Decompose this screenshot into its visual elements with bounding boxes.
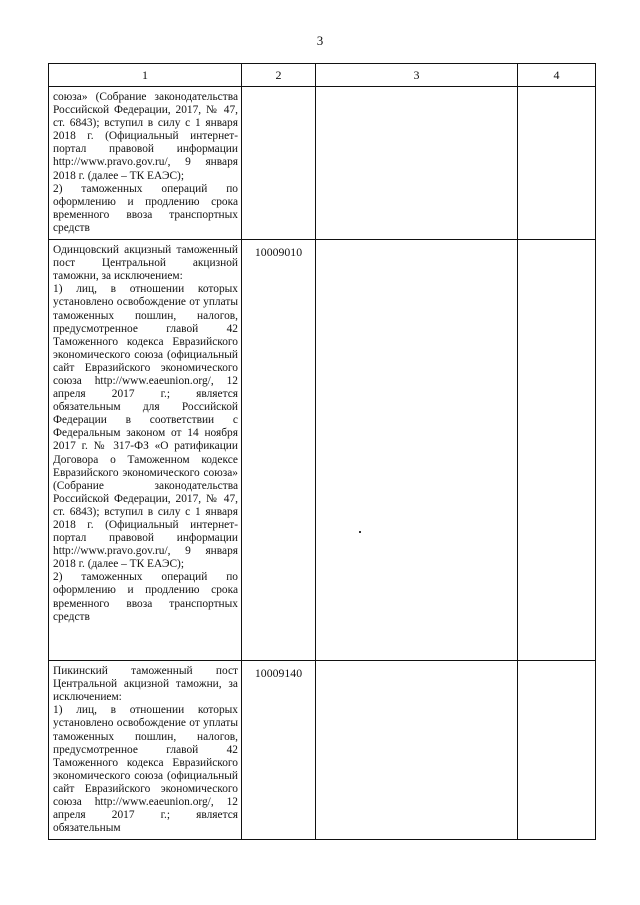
table-header-row [49, 64, 596, 87]
page-number: 3 [316, 33, 324, 48]
scan-speck [359, 531, 361, 533]
table-row [49, 240, 596, 661]
paragraph: 2) таможенных операций по оформлению и продлению срока временного ввоза транспортных средств [53, 182, 238, 234]
customs-posts-table [48, 63, 596, 840]
column-3-cell [316, 661, 518, 840]
post-code-cell [242, 87, 316, 240]
post-description-cell [49, 661, 242, 840]
table-row [49, 87, 596, 240]
column-3-cell [316, 240, 518, 661]
paragraph: 1) лиц, в отношении которых установлено освобождение от уплаты таможенных пошлин, налогов, предусмотренное главой 42 Таможенного кодекса Евразийского экономического союза (официальный сайт Евразийского экономического союза http://www.eaeunion.org/, 12 апреля 2017 г.; является обязательным для Российской Федерации в соответствии с Федеральным законом от 14 ноября 2017 г. № 317-ФЗ «О ратификации Договора о Таможенном кодексе Евразийского экономического союза» (Собрание законодательства Российской Федерации, 2017, № 47, ст. 6843); вступил в силу с 1 января 2018 г. (Официальный интернет-портал правовой информации http://www.pravo.gov.ru/, 9 января 2018 г. (далее – ТК ЕАЭС); [53, 283, 238, 571]
column-header-4: 4 [518, 64, 596, 87]
column-header-3: 3 [316, 64, 518, 87]
paragraph: 2) таможенных операций по оформлению и продлению срока временного ввоза транспортных средств [53, 571, 238, 623]
column-3-cell [316, 87, 518, 240]
column-4-cell [518, 240, 596, 661]
table-row [49, 661, 596, 840]
post-code [242, 87, 315, 92]
post-code: 10009010 [254, 245, 303, 260]
paragraph: союза» (Собрание законодательства Российской Федерации, 2017, № 47, ст. 6843); вступил в силу с 1 января 2018 г. (Официальный интернет-портал правовой информации http://www.pravo.gov.ru/, 9 января 2018 г. (далее – ТК ЕАЭС); [53, 91, 238, 182]
post-code: 10009140 [254, 666, 303, 681]
column-4-cell [518, 87, 596, 240]
post-description-cell [49, 87, 242, 240]
paragraph: 1) лиц, в отношении которых установлено освобождение от уплаты таможенных пошлин, налогов, предусмотренное главой 42 Таможенного кодекса Евразийского экономического союза (официальный сайт Евразийского экономического союза http://www.eaeunion.org/, 12 апреля 2017 г.; является обязательным [53, 704, 238, 835]
post-description-cell [49, 240, 242, 661]
post-code-cell [242, 661, 316, 840]
column-header-2: 2 [242, 64, 316, 87]
column-4-cell [518, 661, 596, 840]
column-header-1: 1 [49, 64, 242, 87]
paragraph: Одинцовский акцизный таможенный пост Центральной акцизной таможни, за исключением: [53, 244, 238, 283]
post-code-cell [242, 240, 316, 661]
paragraph: Пикинский таможенный пост Центральной акцизной таможни, за исключением: [53, 665, 238, 704]
